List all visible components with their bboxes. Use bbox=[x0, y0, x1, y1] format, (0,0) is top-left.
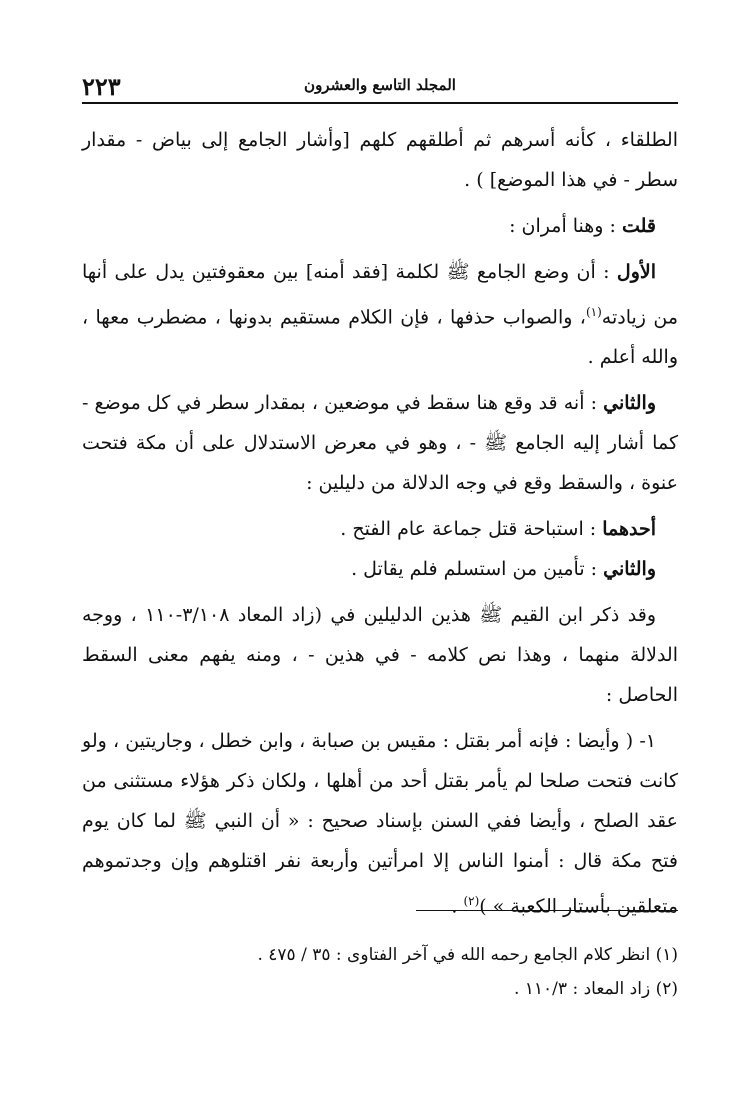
body-text bbox=[82, 120, 678, 927]
footnotes bbox=[82, 938, 678, 1006]
paragraph-text: : أنه قد وقع هنا سقط في موضعين ، بمقدار سطر في كل موضع - كما أشار إليه الجامع ﷺ - ، وهو في معرض الاستدلال على أن مكة فتحت عنوة ، والسقط وقع في وجه الدلالة من دليلين : bbox=[82, 392, 678, 495]
paragraph-text: ، والصواب حذفها ، فإن الكلام مستقيم بدونها ، مضطرب معها ، والله أعلم . bbox=[82, 306, 678, 369]
footnote-rule bbox=[416, 910, 678, 911]
paragraph-text: : تأمين من استسلم فلم يقاتل . bbox=[351, 558, 604, 581]
paragraph-label: أحدهما bbox=[602, 518, 656, 541]
paragraph-label: قلت bbox=[621, 215, 656, 237]
paragraph-text: : وهنا أمران : bbox=[509, 215, 622, 237]
paragraph-text: الطلقاء ، كأنه أسرهم ثم أطلقهم كلهم [وأشار الجامع إلى بياض - مقدار سطر - في هذا الموضع] ) . bbox=[82, 129, 678, 191]
paragraph bbox=[82, 509, 678, 549]
header-rule bbox=[82, 102, 678, 104]
paragraph-label: الأول bbox=[616, 261, 656, 283]
paragraph bbox=[82, 120, 678, 200]
paragraph bbox=[82, 252, 678, 377]
paragraph-label: والثاني bbox=[603, 392, 656, 415]
running-title: المجلد التاسع والعشرون bbox=[304, 76, 456, 94]
footnote-ref: (٢) bbox=[463, 894, 480, 909]
footnote: (٢) زاد المعاد : ١١٠/٣ . bbox=[513, 979, 678, 999]
paragraph-text: ١- ( وأيضا : فإنه أمر بقتل : مقيس بن صبابة ، وابن خطل ، وجاريتين ، ولو كانت فتحت صلحا لم يأمر بقتل أحد من أهلها ، ولكان ذكر هؤلاء مستثنى من عقد الصلح ، وأيضا ففي السنن بإسناد صحيح : « أن النبي ﷺ لما كان يوم فتح مكة قال : أمنوا الناس إلا امرأتين وأربعة نفر اقتلوهم وإن وجدتموهم متعلقين بأستار الكعبة » ) bbox=[82, 730, 678, 918]
paragraph-text: . bbox=[451, 895, 464, 918]
footnote-ref: (١) bbox=[585, 305, 602, 319]
paragraph-label: والثاني bbox=[603, 558, 656, 581]
paragraph-text: وقد ذكر ابن القيم ﷺ هذين الدليلين في (زاد المعاد ٣/١٠٨-١١٠ ، ووجه الدلالة منهما ، وهذا نص كلامه - في هذين - ، ومنه يفهم معنى السقط الحاصل : bbox=[82, 604, 678, 707]
paragraph bbox=[82, 206, 678, 246]
paragraph bbox=[82, 383, 678, 503]
paragraph-text: : أن وضع الجامع ﷺ لكلمة [فقد أمنه] بين معقوفتين يدل على أنها من زيادته bbox=[82, 261, 678, 329]
paragraph bbox=[82, 595, 678, 715]
paragraph bbox=[82, 549, 678, 589]
page-number: ٢٢٣ bbox=[82, 72, 121, 101]
paragraph-text: : استباحة قتل جماعة عام الفتح . bbox=[340, 518, 603, 541]
paragraph bbox=[82, 721, 678, 926]
footnote: (١) انظر كلام الجامع رحمه الله في آخر الفتاوى : ٣٥ / ٤٧٥ . bbox=[257, 945, 678, 965]
page-header bbox=[82, 68, 678, 104]
